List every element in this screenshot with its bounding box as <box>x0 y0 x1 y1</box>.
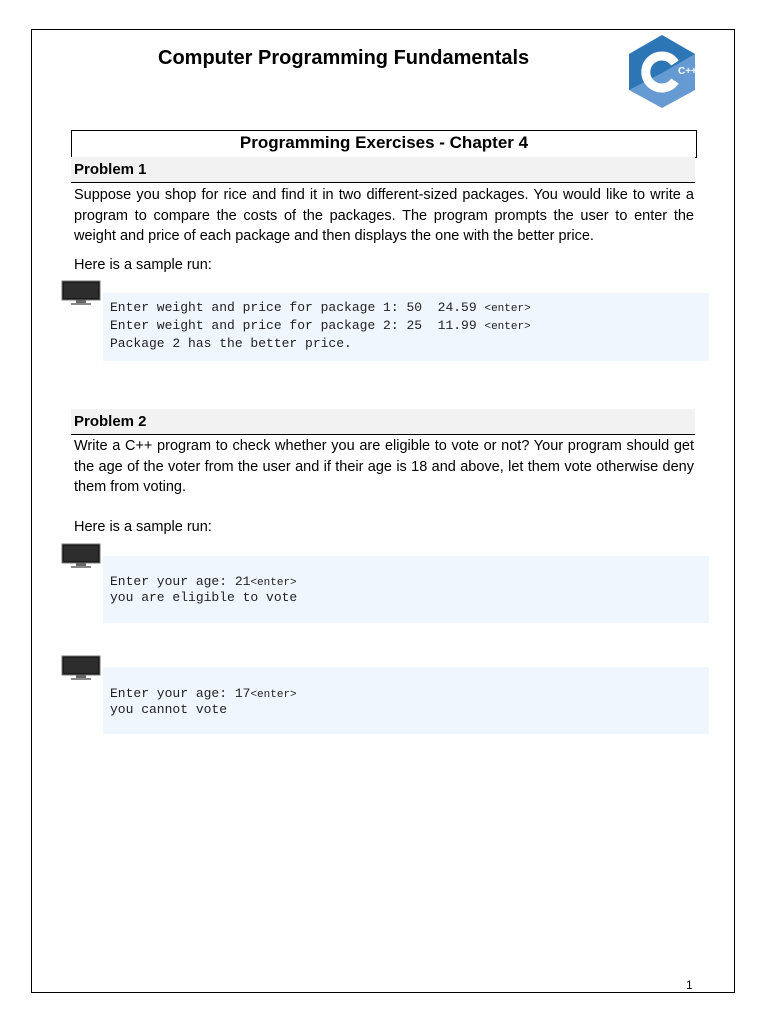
problem-2-sample-run-1 <box>103 556 709 623</box>
problem-1-text: Suppose you shop for rice and find it in two different-sized packages. You would like to write a program to compare the costs of the packages. The program prompts the user to enter the weight and price of each package and then displays the one with the better price. <box>74 187 694 244</box>
monitor-icon <box>61 655 101 681</box>
problem-2-heading: Problem 2 <box>71 409 695 435</box>
cpp-logo-icon <box>627 33 697 109</box>
problem-2-sample-label: Here is a sample run: <box>74 519 212 535</box>
problem-1-heading: Problem 1 <box>71 157 695 183</box>
terminal-line: Enter weight and price for package 2: 25 11.99 <enter> <box>110 318 531 333</box>
terminal-line: Enter your age: 21<enter> <box>110 574 297 589</box>
chapter-heading: Programming Exercises - Chapter 4 <box>71 130 697 158</box>
problem-2-sample-run-2 <box>103 667 709 734</box>
terminal-line: Enter weight and price for package 1: 50 24.59 <enter> <box>110 300 531 315</box>
terminal-line: you cannot vote <box>110 702 228 717</box>
monitor-icon <box>61 280 101 306</box>
problem-1-sample-run <box>103 293 709 361</box>
problem-1-sample-label: Here is a sample run: <box>74 257 212 273</box>
terminal-line: Package 2 has the better price. <box>110 336 352 351</box>
problem-2-text: Write a C++ program to check whether you are eligible to vote or not? Your program should get the age of the voter from the user and if their age is 18 and above, let them vote otherwise deny them from voting. <box>74 438 694 495</box>
terminal-line: you are eligible to vote <box>110 590 298 605</box>
logo-text: C++ <box>678 66 697 77</box>
terminal-line: Enter your age: 17<enter> <box>110 686 297 701</box>
page-number: 1 <box>686 978 693 992</box>
document-title: Computer Programming Fundamentals <box>158 47 530 69</box>
monitor-icon <box>61 543 101 569</box>
